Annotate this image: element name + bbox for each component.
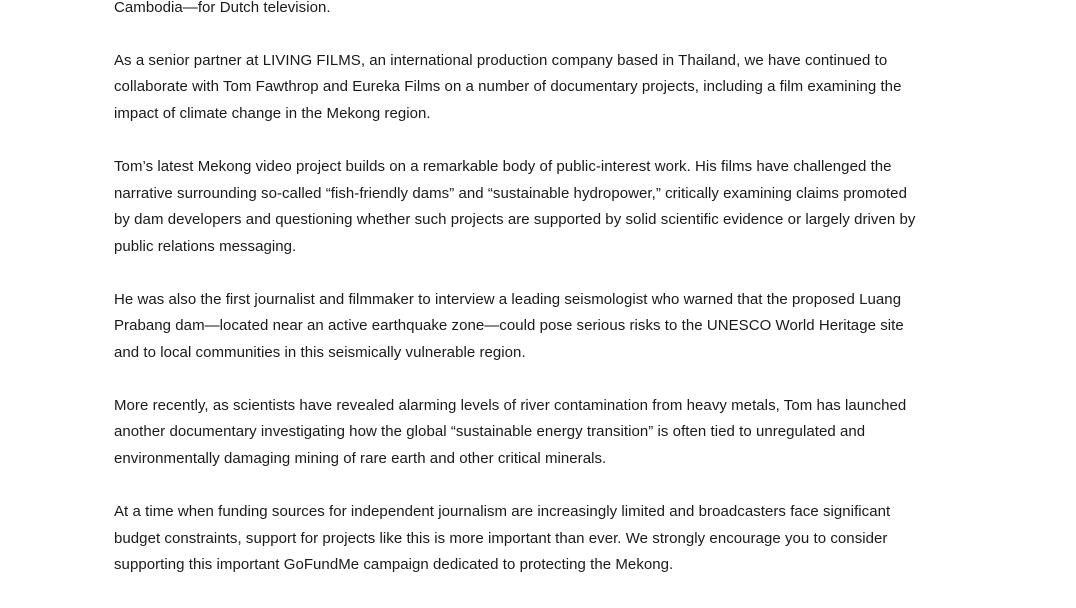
paragraph-heavy-metals: More recently, as scientists have revealed alarming levels of river contamination from heavy metals, Tom has launched another documentary investigating how the global “sustainable energy transition” is often tied to unregulated and environmentally damaging mining of rare earth and other critical minerals. bbox=[114, 396, 907, 468]
document-body bbox=[114, 0, 954, 605]
paragraph-funding-appeal: At a time when funding sources for independent journalism are increasingly limited and broadcasters face significant budget constraints, support for projects like this is more important than ever. We strongly encourage you to consider supporting this important GoFundMe campaign dedicated to protecting the Mekong. bbox=[114, 502, 891, 574]
paragraph-seismologist: He was also the first journalist and filmmaker to interview a leading seismologist who warned that the proposed Luang Prabang dam—located near an active earthquake zone—could pose serious risks to the UNESCO World Heritage site and to local communities in this seismically vulnerable region. bbox=[114, 290, 904, 362]
paragraph-mekong-project: Tom’s latest Mekong video project builds on a remarkable body of public-interest work. His films have challenged the narrative surrounding so-called “fish-friendly dams” and “sustainable hydropower,” critically examining claims promoted by dam developers and questioning whether such projects are supported by solid scientific evidence or largely driven by public relations messaging. bbox=[114, 157, 916, 255]
paragraph-intro-tail: Cambodia—for Dutch television. bbox=[114, 0, 331, 16]
paragraph-living-films: As a senior partner at LIVING FILMS, an international production company based in Thailand, we have continued to collaborate with Tom Fawthrop and Eureka Films on a number of documentary projects, including a film examining the impact of climate change in the Mekong region. bbox=[114, 51, 902, 123]
